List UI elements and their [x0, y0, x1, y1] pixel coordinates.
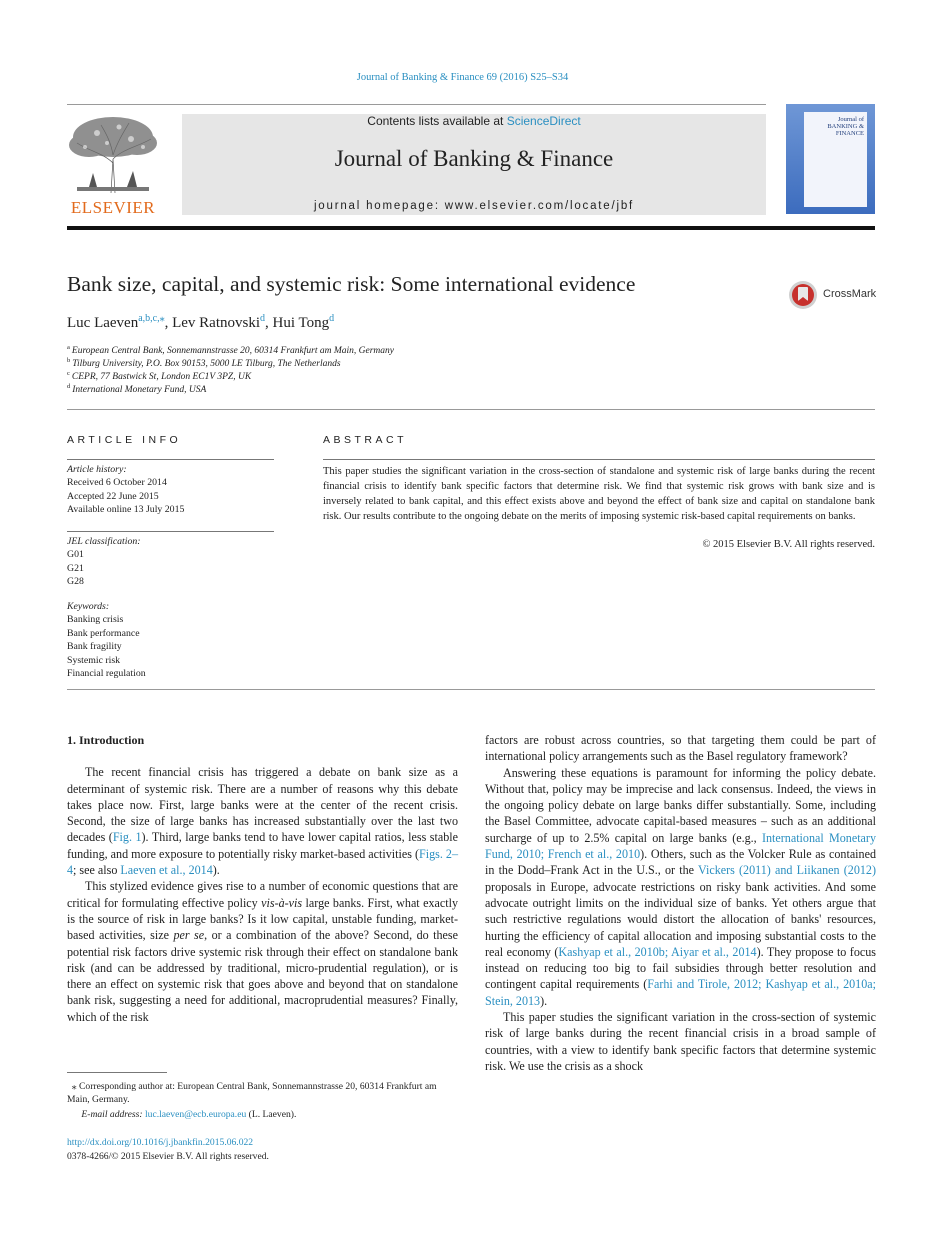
journal-citation[interactable]: Journal of Banking & Finance 69 (2016) S25–S34 — [356, 72, 569, 83]
figure-link[interactable]: Fig. 1 — [112, 830, 142, 845]
citation-link[interactable]: Laeven et al., 2014 — [120, 863, 213, 878]
cover-page — [804, 112, 867, 207]
doi-link[interactable]: http://dx.doi.org/10.1016/j.jbankfin.2015.06.022 — [67, 1137, 254, 1148]
info-divider — [67, 459, 274, 460]
crossmark-label[interactable]: CrossMark — [823, 288, 877, 300]
email-note: E-mail address: luc.laeven@ecb.europa.eu (L. Laeven). — [81, 1109, 297, 1120]
author-name[interactable]: Lev Ratnovski — [172, 315, 261, 331]
author-name[interactable]: Hui Tong — [272, 315, 330, 331]
cover-title: Journal of BANKING & FINANCE — [827, 116, 864, 137]
citation-link[interactable]: International Monetary Fund, 2010; French et al., 2010 — [485, 830, 876, 862]
journal-cover-thumbnail[interactable] — [786, 104, 875, 214]
keywords: Keywords: Banking crisis Bank performance Bank fragility Systemic risk Financial regulation — [67, 601, 146, 680]
article-history: Article history: Received 6 October 2014 Accepted 22 June 2015 Available online 13 July 2015 — [67, 464, 185, 516]
jel-classification: JEL classification: G01 G21 G28 — [67, 536, 141, 588]
article-info-heading: ARTICLE INFO — [67, 434, 182, 446]
citation-link[interactable]: Vickers (2011) and Liikanen (2012) — [697, 863, 876, 878]
elsevier-wordmark: ELSEVIER — [70, 198, 156, 217]
affiliation-divider — [67, 409, 875, 410]
author-name[interactable]: Luc Laeven — [67, 315, 139, 331]
paragraph: The recent financial crisis has triggered a debate on bank size as a determinant of systemic risk. There are a number of reasons why this debate takes place now. First, large banks were at the center of the recent crisis. Second, the size of large banks has increased substantially over the last two decades (Fig. 1). Third, large banks tend to have lower capital ratios, less stable funding, and more exposure to potentially risky market-based activities (Figs. 2–4; see also Laeven et al., 2014). — [67, 765, 459, 878]
affiliation: $^d$ International Monetary Fund, USA — [67, 383, 207, 396]
article-title: Bank size, capital, and systemic risk: Some international evidence — [67, 272, 636, 296]
corresponding-author-note: ⁎ Corresponding author at: European Central Bank, Sonnemannstrasse 20, 60314 Frankfurt am Main, Germany. — [67, 1081, 437, 1105]
affiliation: $^a$ European Central Bank, Sonnemannstrasse 20, 60314 Frankfurt am Main, Germany — [67, 344, 394, 357]
affiliation: $^b$ Tilburg University, P.O. Box 90153, 5000 LE Tilburg, The Netherlands — [67, 357, 341, 370]
crossmark-icon[interactable] — [788, 280, 818, 310]
author-affiliation-marks[interactable]: d — [329, 313, 335, 324]
sciencedirect-link[interactable]: ScienceDirect — [506, 114, 581, 128]
section-heading: 1. Introduction — [67, 733, 145, 747]
citation-link[interactable]: Kashyap et al., 2010b; Aiyar et al., 2014 — [558, 944, 757, 959]
masthead-divider — [67, 226, 875, 230]
paragraph: factors are robust across countries, so that targeting them could be part of international policy arrangements such as the Basel regulatory framework? — [485, 733, 876, 764]
abstract-copyright: © 2015 Elsevier B.V. All rights reserved. — [702, 539, 875, 550]
info-divider — [67, 531, 274, 532]
author-affiliation-marks[interactable]: a,b,c,⁎ — [138, 313, 165, 324]
abstract-divider — [323, 459, 875, 460]
affiliation: $^c$ CEPR, 77 Bastwick St, London EC1V 3PZ, UK — [67, 370, 252, 383]
paragraph: This paper studies the significant variation in the cross-section of systemic risk of large banks during the recent financial crisis in a broad sample of countries, with a view to identify bank specific factors that determine systemic risk. We use the crisis as a shock — [485, 1010, 876, 1073]
issn-line: 0378-4266/© 2015 Elsevier B.V. All rights reserved. — [67, 1151, 269, 1162]
journal-homepage[interactable]: journal homepage: www.elsevier.com/locate/jbf — [313, 200, 635, 212]
paragraph: Answering these equations is paramount for informing the policy debate. Without that, policy may be imprecise and lack consensus. Indeed, the views in the ongoing policy debate on large banks differ substantially. Some, including the Basel Committee, advocate capital-based measures – such as an additional surcharge of up to 2.5% capital on large banks (e.g., International Monetary Fund, 2010; French et al., 2010). Others, such as the Volcker Rule as contained in the Dodd–Frank Act in the U.S., or the Vickers (2011) and Liikanen (2012) proposals in Europe, advocate restrictions on risky bank activities. And some advocate outright limits on the individual size of banks. Yet others argue that such restrictive regulations would distort the allocation of banks' resources, hurting the efficiency of capital allocation and imposing substantial costs to the real economy (Kashyap et al., 2010b; Aiyar et al., 2014). They propose to focus instead on reducing too big to fail subsidies through better resolution and contingent capital requirements (Farhi and Tirole, 2012; Kashyap et al., 2010a; Stein, 2013). — [485, 765, 877, 1008]
abstract-text: This paper studies the significant variation in the cross-section of standalone and systemic risk of large banks during the recent financial crisis to identify bank specific factors that determine risk. We find that systemic risk grows with bank size and is inversely related to bank capital, and this effect exists above and beyond the effect of bank size and capital on standalone bank risk. Our results contribute to the ongoing debate on the merits of imposing systemic risk-based capital requirements on banks. — [323, 466, 875, 522]
journal-name: Journal of Banking & Finance — [334, 146, 614, 171]
body-divider — [67, 689, 875, 690]
body-column-left — [67, 732, 458, 1025]
author-list: Luc Laeven$^{a,b,c,⁎}$, Lev Ratnovski$^d$, Hui Tong$^d$ — [67, 313, 335, 331]
body-column-right — [485, 732, 876, 1074]
footnote-divider — [67, 1072, 167, 1073]
figure-link[interactable]: Figs. 2–4 — [67, 846, 459, 878]
header-divider — [67, 104, 766, 105]
citation-link[interactable]: Farhi and Tirole, 2012; Kashyap et al., 2010a; Stein, 2013 — [485, 977, 876, 1008]
email-link[interactable]: luc.laeven@ecb.europa.eu — [145, 1109, 247, 1120]
contents-line: Contents lists available at ScienceDirect — [367, 114, 581, 128]
paragraph: This stylized evidence gives rise to a number of economic questions that are critical for formulating effective policy vis-à-vis large banks. First, what exactly is the source of risk in large banks? Is it low capital, unstable funding, market-based activities, size per se, or a combination of the above? Second, do these potential risk factors drive systemic risk through their effect on standalone bank risk (and can be addressed by traditional, micro-prudential regulation), or is there an effect on systemic risk that goes above and beyond that on standalone bank risk, suggesting a need for additional, macroprudential measures? Finally, which of the risk — [67, 879, 458, 1024]
abstract-heading: ABSTRACT — [323, 434, 408, 446]
author-affiliation-marks[interactable]: d — [260, 313, 266, 324]
